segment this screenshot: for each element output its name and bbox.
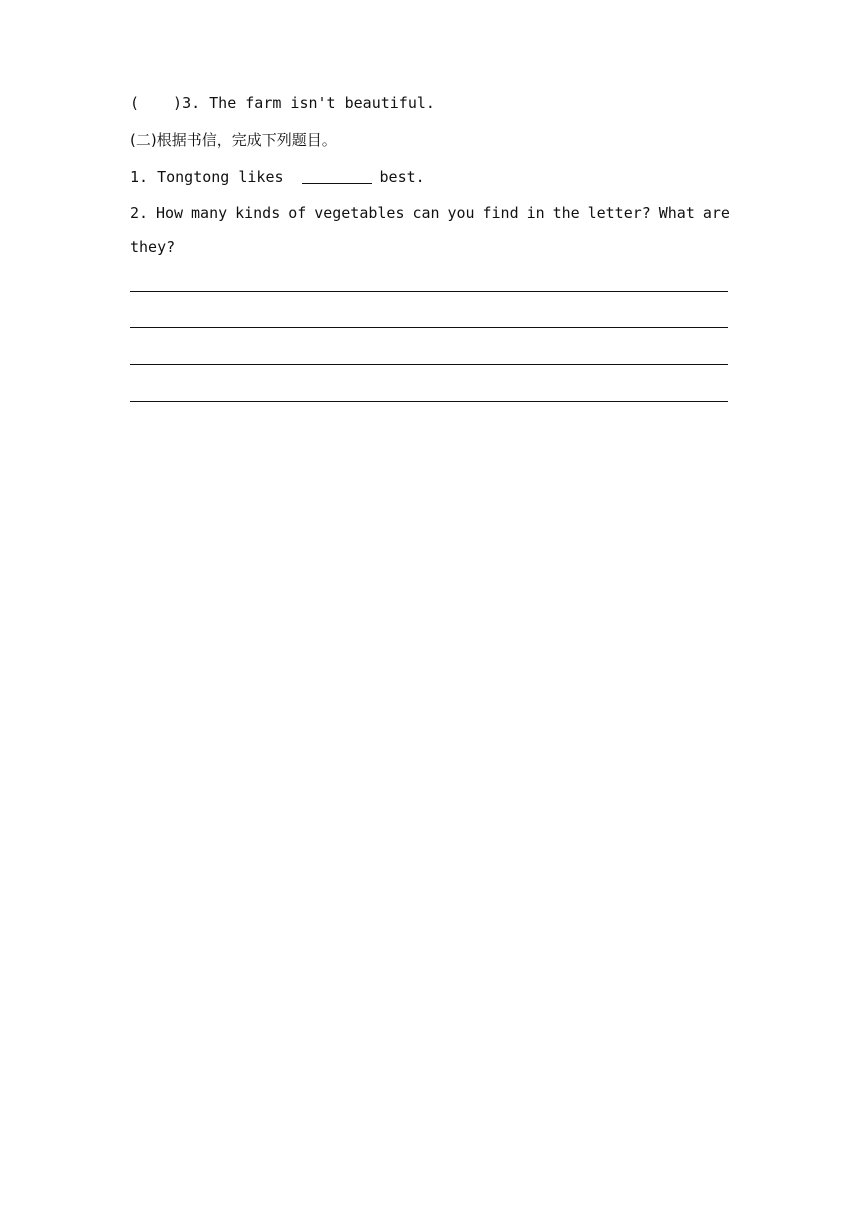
- item-1-prefix: 1. Tongtong likes: [130, 168, 284, 186]
- answer-paren-open: (: [130, 94, 140, 112]
- item-2-word: are: [702, 204, 730, 222]
- item-2-word: kinds: [235, 204, 281, 222]
- item-2-word: in: [526, 204, 545, 222]
- item-1-line: [130, 167, 425, 187]
- answer-line-4[interactable]: [130, 401, 728, 402]
- answer-line-1[interactable]: [130, 291, 728, 292]
- section-title: (二)根据书信，完成下列题目。: [130, 131, 337, 149]
- item-2-word: vegetables: [314, 204, 405, 222]
- item-1-blank[interactable]: [302, 169, 372, 184]
- item-2-word: How: [156, 204, 184, 222]
- item-2-line-1: [130, 203, 730, 223]
- item-2-word: you: [447, 204, 475, 222]
- item-2-word: can: [412, 204, 440, 222]
- item-2-word: the: [552, 204, 580, 222]
- item-2-word: What: [658, 204, 695, 222]
- answer-paren-close: ): [173, 94, 183, 112]
- item-2-word: find: [482, 204, 519, 222]
- item-2-word: 2.: [130, 204, 149, 222]
- item-2-word: of: [288, 204, 307, 222]
- item-2-word: letter?: [587, 204, 651, 222]
- item-2-line-2: they?: [130, 238, 176, 256]
- item-2-word: many: [191, 204, 228, 222]
- answer-line-2[interactable]: [130, 327, 728, 328]
- question-3-line: [130, 93, 435, 113]
- item-1-suffix: best.: [379, 168, 425, 186]
- answer-line-3[interactable]: [130, 364, 728, 365]
- question-3-text: 3. The farm isn't beautiful.: [182, 94, 435, 112]
